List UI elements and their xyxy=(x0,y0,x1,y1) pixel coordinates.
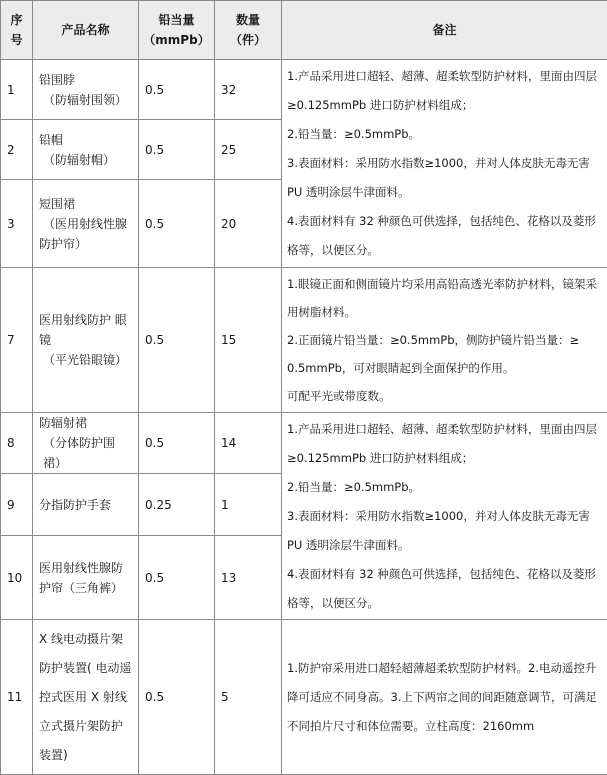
row-product-name: 铅围脖 （防辐射围领） xyxy=(33,60,139,120)
row-product-name: 防辐射裙 （分体防护围裙） xyxy=(33,413,139,474)
row-index: 9 xyxy=(1,474,33,536)
row-product-name: 短围裙 （医用射线性腺 防护帘） xyxy=(33,180,139,268)
row-lead: 0.5 xyxy=(139,536,215,620)
row-qty: 25 xyxy=(215,120,282,180)
row-note: 1.防护帘采用进口超轻超薄超柔软型防护材料。2.电动遥控升降可适应不同身高。3.上下两帘之间的间距随意调节，可满足不同拍片尺寸和体位需要。立柱高度：2160mm xyxy=(282,620,607,775)
row-product-name: 医用射线性腺防 护帘（三角裤） xyxy=(33,536,139,620)
row-note: 1.眼镜正面和侧面镜片均采用高铅高透光率防护材料，镜架采用树脂材料。 2.正面镜片铅当量：≥0.5mmPb，侧防护镜片铅当量：≥ 0.5mmPb，可对眼睛起到全面保护的作用。 可配平光或带度数。 xyxy=(282,268,607,413)
row-lead: 0.5 xyxy=(139,413,215,474)
row-lead: 0.5 xyxy=(139,180,215,268)
row-product-name: X 线电动摄片架 防护装置( 电动遥 控式医用 X 射线 立式摄片架防护 装置) xyxy=(33,620,139,775)
row-lead: 0.5 xyxy=(139,120,215,180)
header-index: 序 号 xyxy=(1,1,33,60)
row-index: 8 xyxy=(1,413,33,474)
header-name: 产品名称 xyxy=(33,1,139,60)
row-qty: 13 xyxy=(215,536,282,620)
row-index: 11 xyxy=(1,620,33,775)
row-qty: 5 xyxy=(215,620,282,775)
row-index: 3 xyxy=(1,180,33,268)
row-note: 1.产品采用进口超轻、超薄、超柔软型防护材料，里面由四层≥0.125mmPb 进口防护材料组成； 2.铅当量：≥0.5mmPb。 3.表面材料：采用防水指数≥1000，并对人体皮肤无毒无害 PU 透明涂层牛津面料。 4.表面材料有 32 种颜色可供选择，包括纯色、花格以及菱形格等，以便区分。 xyxy=(282,413,607,620)
row-product-name: 医用射线防护 眼 镜 （平光铅眼镜） xyxy=(33,268,139,413)
row-index: 10 xyxy=(1,536,33,620)
row-product-name: 铅帽 （防辐射帽） xyxy=(33,120,139,180)
table-row xyxy=(1,60,607,120)
row-qty: 32 xyxy=(215,60,282,120)
row-index: 2 xyxy=(1,120,33,180)
header-row xyxy=(1,1,607,60)
table-row xyxy=(1,413,607,474)
row-index: 1 xyxy=(1,60,33,120)
row-qty: 1 xyxy=(215,474,282,536)
row-lead: 0.5 xyxy=(139,620,215,775)
row-qty: 20 xyxy=(215,180,282,268)
row-product-name: 分指防护手套 xyxy=(33,474,139,536)
row-qty: 14 xyxy=(215,413,282,474)
header-qty: 数量 （件） xyxy=(215,1,282,60)
table-row xyxy=(1,268,607,413)
row-index: 7 xyxy=(1,268,33,413)
row-lead: 0.5 xyxy=(139,268,215,413)
row-lead: 0.25 xyxy=(139,474,215,536)
header-lead: 铅当量 （mmPb） xyxy=(139,1,215,60)
table-row xyxy=(1,620,607,775)
row-lead: 0.5 xyxy=(139,60,215,120)
row-qty: 15 xyxy=(215,268,282,413)
row-note: 1.产品采用进口超轻、超薄、超柔软型防护材料，里面由四层≥0.125mmPb 进口防护材料组成； 2.铅当量：≥0.5mmPb。 3.表面材料：采用防水指数≥1000，并对人体皮肤无毒无害 PU 透明涂层牛津面料。 4.表面材料有 32 种颜色可供选择，包括纯色、花格以及菱形格等，以便区分。 xyxy=(282,60,607,268)
header-note: 备注 xyxy=(282,1,607,60)
